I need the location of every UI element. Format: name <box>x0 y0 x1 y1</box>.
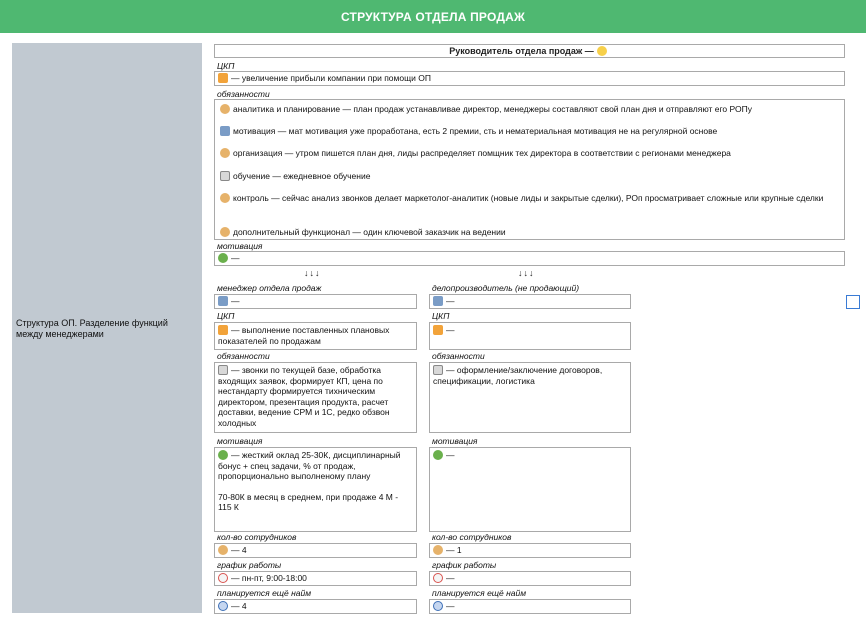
clerk-motivation-label: мотивация <box>432 436 478 446</box>
gift-icon <box>218 325 228 335</box>
clerk-hiring-field[interactable]: — <box>429 599 631 614</box>
head-motivation-field[interactable] <box>214 251 845 266</box>
clerk-ckp-field[interactable]: — <box>429 322 631 350</box>
person-icon <box>220 193 230 203</box>
alarm-clock-icon <box>218 573 228 583</box>
manager-motivation-label: мотивация <box>217 436 263 446</box>
clerk-role-label: делопроизводитель (не продающий) <box>432 283 580 293</box>
person-icon <box>218 545 228 555</box>
head-ckp-label: ЦКП <box>217 61 235 71</box>
select-checkbox[interactable] <box>846 295 860 309</box>
building-icon <box>433 296 443 306</box>
manager-role-label: менеджер отдела продаж <box>217 283 322 293</box>
gift-icon <box>433 325 443 335</box>
head-duties-label: обязанности <box>217 89 270 99</box>
head-ckp-value: — увеличение прибыли компании при помощи ОП <box>231 73 431 83</box>
duty-item: мотивация — мат мотивация уже проработана, есть 2 премии, сть и нематериальная мотивация не на регулярной основе <box>220 126 840 137</box>
manager-schedule-field[interactable]: — пн-пт, 9:00-18:00 <box>214 571 417 586</box>
clerk-ckp-label: ЦКП <box>432 311 450 321</box>
building-icon <box>220 126 230 136</box>
money-icon <box>218 450 228 460</box>
duty-item: контроль — сейчас анализ звонков делает маркетолог-аналитик (новые лиды и закрытые сделки), РОп просматривает сложные или крупные сделки <box>220 193 840 204</box>
person-icon <box>220 104 230 114</box>
magnifier-icon <box>433 601 443 611</box>
manager-duties-label: обязанности <box>217 351 270 361</box>
arrows-right: ↓↓↓ <box>518 268 535 278</box>
person-icon <box>220 148 230 158</box>
manager-duties-field[interactable]: — звонки по текущей базе, обработка входящих заявок, формирует КП, цена по нестандарту формируется тихническим директором, презентация продукта, расчет доставки, ведение CPM и 1С, редко обзвон холодных <box>214 362 417 433</box>
clerk-duties-label: обязанности <box>432 351 485 361</box>
duty-item: аналитика и планирование — план продаж устанавливае директор, менеджеры составляют свой план дня и отправляют его РОПу <box>220 104 840 115</box>
magnifier-icon <box>218 601 228 611</box>
money-icon <box>218 253 228 263</box>
face-icon <box>597 46 607 56</box>
duty-item: дополнительный функционал — один ключевой заказчик на ведении <box>220 227 840 238</box>
building-icon <box>218 296 228 306</box>
head-title: Руководитель отдела продаж — <box>449 46 594 56</box>
duty-item: обучение — ежедневное обучение <box>220 171 840 182</box>
left-label-text: Структура ОП. Разделение функций между менеджерами <box>16 318 168 339</box>
clerk-duties-field[interactable]: — оформление/заключение договоров, спецификации, логистика <box>429 362 631 433</box>
clerk-role-field[interactable]: — <box>429 294 631 309</box>
book-icon <box>220 171 230 181</box>
money-icon <box>433 450 443 460</box>
manager-hiring-field[interactable]: — 4 <box>214 599 417 614</box>
clerk-schedule-field[interactable]: — <box>429 571 631 586</box>
person-icon <box>220 227 230 237</box>
manager-count-field[interactable]: — 4 <box>214 543 417 558</box>
manager-ckp-field[interactable]: — выполнение поставленных плановых показателей по продажам <box>214 322 417 350</box>
head-title-box <box>214 44 845 58</box>
page-header <box>0 0 866 33</box>
manager-ckp-label: ЦКП <box>217 311 235 321</box>
head-duties-field[interactable] <box>214 99 845 240</box>
left-label-cell <box>12 43 202 613</box>
page-title: СТРУКТУРА ОТДЕЛА ПРОДАЖ <box>340 9 526 24</box>
structure-panel <box>212 43 846 613</box>
person-icon <box>433 545 443 555</box>
manager-motivation-extra: 70-80К в месяц в среднем, при продаже 4 М - 115 К <box>218 491 399 512</box>
clerk-schedule-label: график работы <box>432 560 497 570</box>
manager-count-label: кол-во сотрудников <box>217 532 297 542</box>
manager-hiring-label: планируется ещё найм <box>217 588 312 598</box>
head-motivation-value: — <box>231 253 240 263</box>
alarm-clock-icon <box>433 573 443 583</box>
manager-schedule-label: график работы <box>217 560 282 570</box>
head-motivation-label: мотивация <box>217 241 263 251</box>
clerk-motivation-field[interactable]: — <box>429 447 631 532</box>
arrows-left: ↓↓↓ <box>304 268 321 278</box>
gift-icon <box>218 73 228 83</box>
clerk-count-label: кол-во сотрудников <box>432 532 512 542</box>
book-icon <box>218 365 228 375</box>
head-ckp-field[interactable] <box>214 71 845 86</box>
duty-item: организация — утром пишется план дня, лиды распределяет помщник тех директора в соответствии с регионами менеджера <box>220 148 840 159</box>
manager-motivation-field[interactable]: — жесткий оклад 25-30К, дисциплинарный бонус + спец задачи, % от продаж, пропорционально выполненому плану 70-80К в месяц в среднем, при продаже 4 М - 115 К <box>214 447 417 532</box>
manager-role-field[interactable]: — <box>214 294 417 309</box>
book-icon <box>433 365 443 375</box>
clerk-hiring-label: планируется ещё найм <box>432 588 527 598</box>
clerk-count-field[interactable]: — 1 <box>429 543 631 558</box>
